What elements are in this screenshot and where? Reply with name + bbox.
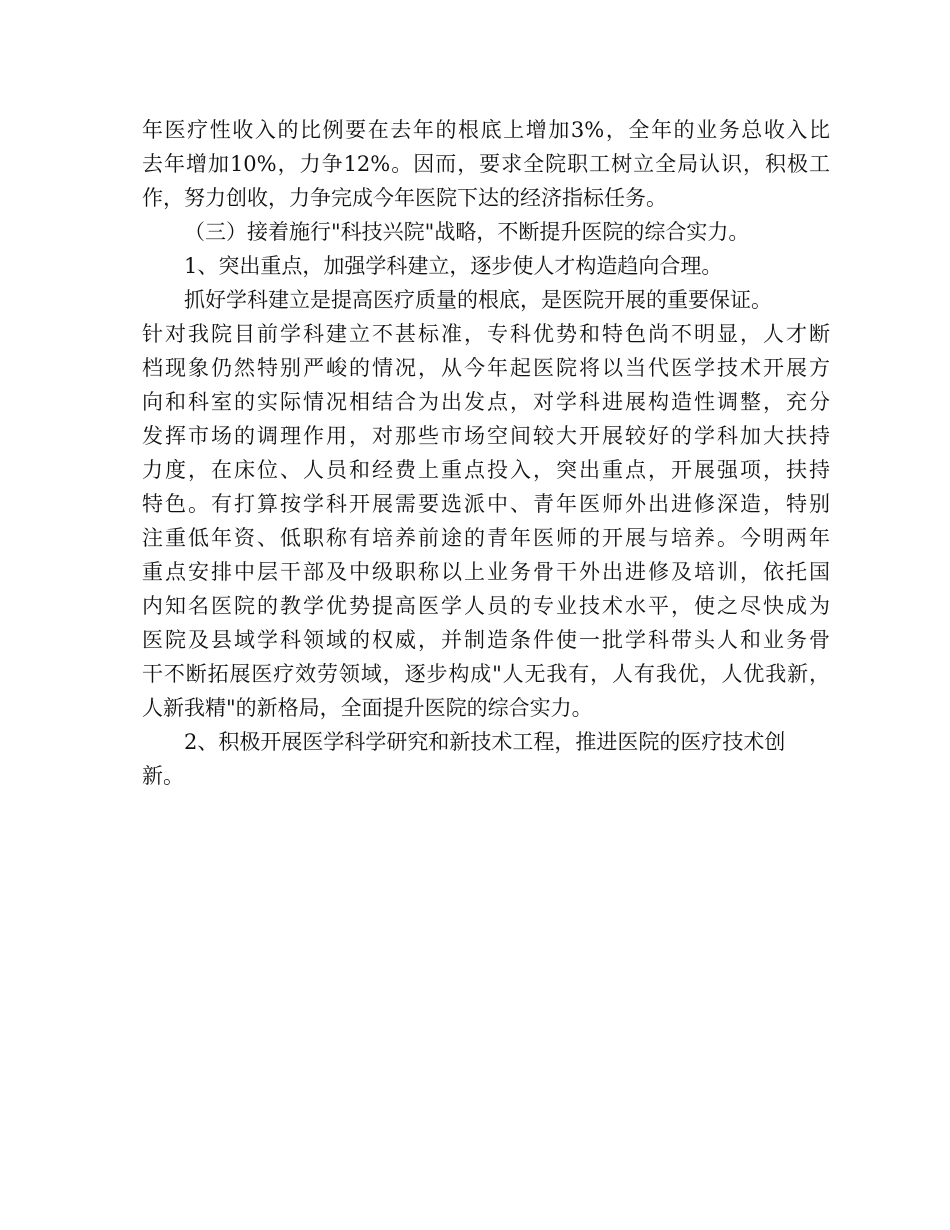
paragraph-line: 作，努力创收，力争完成今年医院下达的经济指标任务。 (142, 186, 667, 210)
subsection-heading: 2、积极开展医学科学研究和新技术工程，推进医院的医疗技术创 (184, 730, 786, 754)
paragraph-line: 重点安排中层干部及中级职称以上业务骨干外出进修及培训，依托国 (142, 560, 830, 584)
paragraph-line: 向和科室的实际情况相结合为出发点，对学科进展构造性调整，充分 (142, 390, 830, 414)
paragraph-line: 内知名医院的教学优势提高医学人员的专业技术水平，使之尽快成为 (142, 594, 830, 618)
paragraph-line: 人新我精"的新格局，全面提升医院的综合实力。 (142, 696, 593, 720)
subsection-heading: 1、突出重点，加强学科建立，逐步使人才构造趋向合理。 (184, 254, 723, 278)
paragraph-line: 力度，在床位、人员和经费上重点投入，突出重点，开展强项，扶持 (142, 458, 830, 482)
paragraph-line: 抓好学科建立是提高医疗质量的根底，是医院开展的重要保证。 (184, 288, 772, 312)
paragraph-line: 医院及县域学科领域的权威，并制造条件使一批学科带头人和业务骨 (142, 628, 830, 652)
paragraph-line: 发挥市场的调理作用，对那些市场空间较大开展较好的学科加大扶持 (142, 424, 830, 448)
paragraph-line: 注重低年资、低职称有培养前途的青年医师的开展与培养。今明两年 (142, 526, 830, 550)
paragraph-line: 干不断拓展医疗效劳领域，逐步构成"人无我有，人有我优，人优我新， (142, 662, 830, 686)
paragraph-line: 去年增加10%，力争12%。因而，要求全院职工树立全局认识，积极工 (142, 152, 830, 176)
paragraph-line: 针对我院目前学科建立不甚标准，专科优势和特色尚不明显，人才断 (142, 322, 830, 346)
document-body (142, 113, 830, 793)
paragraph-line: 档现象仍然特别严峻的情况，从今年起医院将以当代医学技术开展方 (142, 356, 830, 380)
section-heading: （三）接着施行"科技兴院"战略，不断提升医院的综合实力。 (184, 220, 750, 244)
paragraph-line: 新。 (142, 764, 184, 788)
paragraph-line: 年医疗性收入的比例要在去年的根底上增加3%，全年的业务总收入比 (142, 118, 830, 142)
paragraph-line: 特色。有打算按学科开展需要选派中、青年医师外出进修深造，特别 (142, 492, 830, 516)
